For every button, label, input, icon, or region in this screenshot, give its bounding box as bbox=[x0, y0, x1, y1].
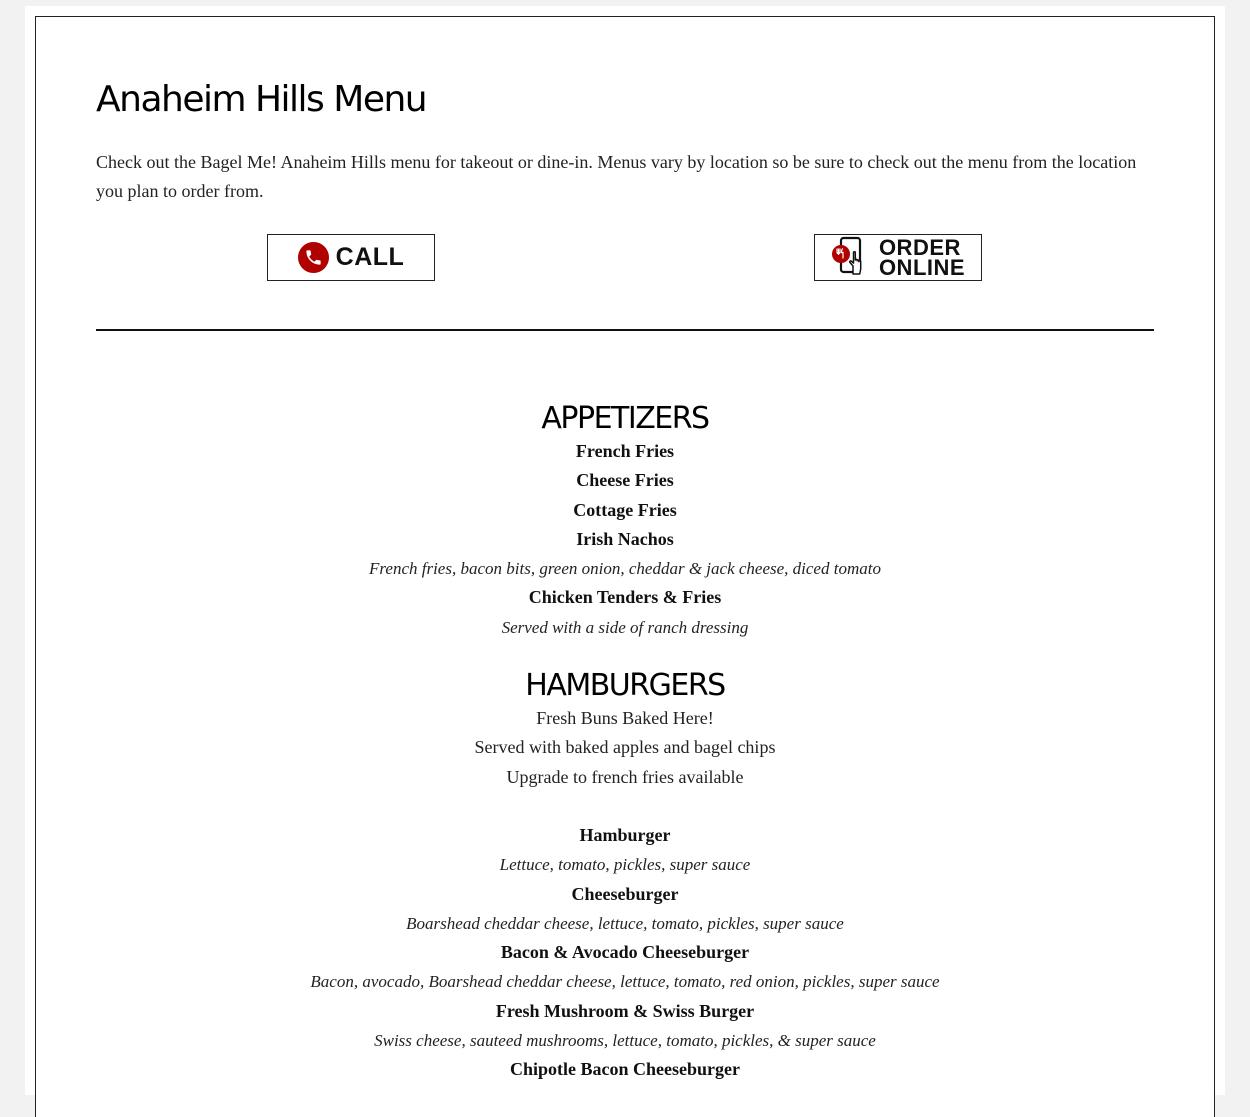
page bbox=[25, 6, 1225, 1095]
section-note: Upgrade to french fries available bbox=[506, 766, 744, 787]
menu-item-desc: Lettuce, tomato, pickles, super sauce bbox=[499, 855, 751, 875]
menu-item-name: Hamburger bbox=[579, 824, 671, 845]
section-gap bbox=[96, 642, 1154, 657]
menu-item-desc: Swiss cheese, sauteed mushrooms, lettuce, tomato, pickles, & super sauce bbox=[374, 1031, 876, 1051]
menu-item-desc: French fries, bacon bits, green onion, cheddar & jack cheese, diced tomato bbox=[369, 559, 881, 579]
order-online-line2: ONLINE bbox=[878, 254, 966, 280]
menu-item-name: Irish Nachos bbox=[576, 528, 674, 549]
section-note: Served with baked apples and bagel chips bbox=[474, 737, 776, 758]
menu-item-desc: Boarshead cheddar cheese, lettuce, tomato, pickles, super sauce bbox=[406, 913, 844, 933]
appetizers-title: APPETIZERS bbox=[541, 401, 709, 436]
page-title: Anaheim Hills Menu bbox=[96, 79, 427, 120]
mobile-order-icon bbox=[831, 234, 873, 281]
hamburgers-section bbox=[96, 657, 1154, 1085]
call-button-label: CALL bbox=[335, 243, 405, 271]
content-frame bbox=[35, 16, 1215, 1117]
order-online-button[interactable] bbox=[814, 234, 982, 281]
order-online-label bbox=[878, 234, 966, 280]
divider bbox=[96, 329, 1154, 331]
menu-item-name: French Fries bbox=[575, 441, 675, 461]
phone-icon bbox=[298, 242, 329, 273]
menu-item-name: Cottage Fries bbox=[573, 499, 677, 520]
menu bbox=[96, 390, 1154, 1085]
menu-item-name: Bacon & Avocado Cheeseburger bbox=[500, 942, 750, 963]
menu-item-name: Fresh Mushroom & Swiss Burger bbox=[495, 1000, 755, 1021]
appetizers-section bbox=[96, 390, 1154, 642]
spacer bbox=[96, 792, 1154, 821]
menu-item-name: Chicken Tenders & Fries bbox=[528, 587, 722, 608]
menu-item-desc: Bacon, avocado, Boarshead cheddar cheese, lettuce, tomato, red onion, pickles, super sauce bbox=[310, 972, 940, 992]
call-button[interactable] bbox=[267, 234, 435, 281]
menu-item-desc: Served with a side of ranch dressing bbox=[501, 617, 749, 637]
menu-item-name: Cheese Fries bbox=[576, 470, 674, 491]
intro-text: Check out the Bagel Me! Anaheim Hills menu for takeout or dine-in. Menus vary by location so be sure to check out the menu from the location you plan to order from. bbox=[96, 152, 1137, 201]
section-note: Fresh Buns Baked Here! bbox=[536, 708, 714, 729]
hamburgers-title: HAMBURGERS bbox=[525, 668, 725, 704]
order-online-line1: ORDER bbox=[878, 234, 961, 260]
menu-item-name: Cheeseburger bbox=[571, 883, 679, 904]
menu-item-name: Chipotle Bacon Cheeseburger bbox=[510, 1059, 740, 1080]
